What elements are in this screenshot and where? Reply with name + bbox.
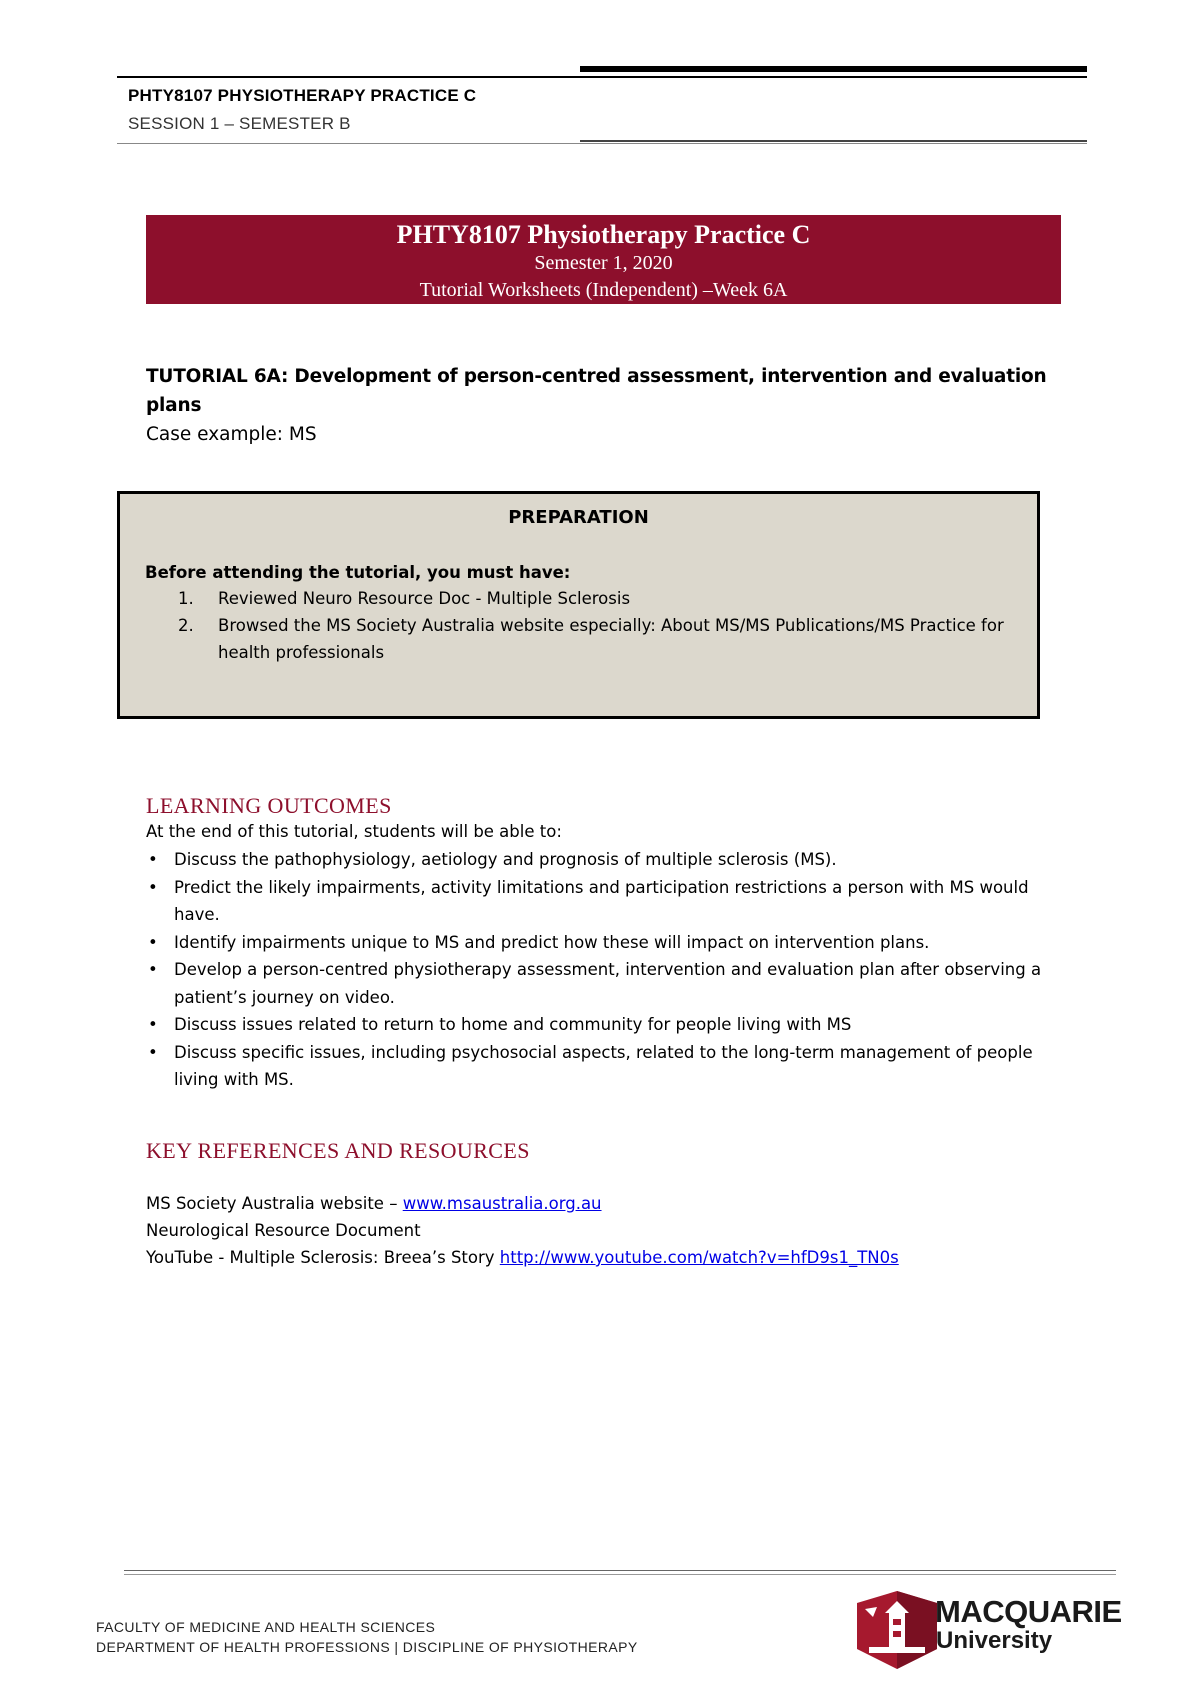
learning-outcomes-intro: At the end of this tutorial, students will be able to: <box>146 822 562 841</box>
case-example: Case example: MS <box>146 424 317 445</box>
list-item-text: Identify impairments unique to MS and predict how these will impact on intervention plans. <box>174 932 930 952</box>
footer-rule <box>124 1570 1116 1571</box>
list-item <box>146 874 1066 929</box>
logo-word-university: University <box>936 1627 1053 1654</box>
footer-faculty: FACULTY OF MEDICINE AND HEALTH SCIENCES <box>96 1619 436 1635</box>
preparation-box <box>117 491 1040 719</box>
reference-label: YouTube - Multiple Sclerosis: Breea’s Story <box>146 1248 500 1267</box>
title-banner <box>146 215 1061 304</box>
bullet-icon: • <box>148 960 158 979</box>
tutorial-section <box>146 362 1066 450</box>
bullet-icon: • <box>148 850 158 869</box>
bullet-icon: • <box>148 932 158 952</box>
preparation-item-number: 2. <box>178 616 194 635</box>
references-list <box>146 1190 1066 1271</box>
preparation-item <box>145 612 1005 666</box>
header-thick-rule <box>580 66 1087 72</box>
list-item-text: Discuss issues related to return to home and community for people living with MS <box>174 1015 852 1034</box>
header-bottom-rule <box>117 143 1087 144</box>
list-item-text: Discuss the pathophysiology, aetiology and prognosis of multiple sclerosis (MS). <box>174 850 837 869</box>
reference-neuro-doc: Neurological Resource Document <box>146 1221 421 1240</box>
youtube-link[interactable]: http://www.youtube.com/watch?v=hfD9s1_TN0s <box>499 1248 899 1267</box>
list-item <box>146 1039 1066 1094</box>
banner-title: PHTY8107 Physiotherapy Practice C <box>396 220 811 249</box>
learning-outcomes-list <box>146 846 1066 1094</box>
bullet-icon: • <box>148 877 158 897</box>
list-item <box>146 1011 1066 1039</box>
preparation-item-text: Browsed the MS Society Australia website especially: About MS/MS Publications/MS Practice for health professionals <box>218 616 1004 662</box>
header-course-title: PHTY8107 PHYSIOTHERAPY PRACTICE C <box>128 86 477 105</box>
list-item <box>146 956 1066 1011</box>
list-item <box>146 846 1066 874</box>
header-session: SESSION 1 – SEMESTER B <box>128 114 351 133</box>
preparation-item-text: Reviewed Neuro Resource Doc - Multiple Sclerosis <box>218 589 631 608</box>
learning-outcomes-heading: LEARNING OUTCOMES <box>146 793 392 818</box>
reference-youtube <box>146 1244 1066 1271</box>
preparation-item-number: 1. <box>178 589 194 608</box>
reference-ms-society <box>146 1190 1066 1217</box>
footer-rule-secondary <box>124 1574 1116 1575</box>
bullet-icon: • <box>148 1042 158 1062</box>
list-item-text: Discuss specific issues, including psychosocial aspects, related to the long-term management of people living with MS. <box>174 1042 1033 1089</box>
header-top-rule <box>117 76 1087 78</box>
list-item-text: Develop a person-centred physiotherapy assessment, intervention and evaluation plan after observing a patient’s journey on video. <box>174 960 1042 1007</box>
preparation-item <box>145 585 1005 612</box>
banner-semester: Semester 1, 2020 <box>534 252 673 274</box>
list-item <box>146 929 1066 957</box>
ms-society-link[interactable]: www.msaustralia.org.au <box>402 1194 602 1213</box>
tutorial-heading: TUTORIAL 6A: Development of person-centred assessment, intervention and evaluation plans <box>146 366 1047 416</box>
references-heading: KEY REFERENCES AND RESOURCES <box>146 1138 530 1163</box>
footer-department: DEPARTMENT OF HEALTH PROFESSIONS | DISCIPLINE OF PHYSIOTHERAPY <box>96 1639 638 1655</box>
list-item-text: Predict the likely impairments, activity limitations and participation restrictions a person with MS would have. <box>174 877 1029 924</box>
footer-text <box>96 1617 638 1657</box>
banner-subtitle: Tutorial Worksheets (Independent) –Week 6A <box>419 279 788 301</box>
preparation-list <box>145 585 1005 666</box>
reference-label: MS Society Australia website – <box>146 1194 403 1213</box>
preparation-heading: PREPARATION <box>508 507 649 528</box>
logo-word-macquarie: MACQUARIE <box>935 1594 1122 1629</box>
header-bottom-thick-rule <box>580 140 1087 142</box>
bullet-icon: • <box>148 1015 158 1034</box>
preparation-intro: Before attending the tutorial, you must have: <box>145 563 571 582</box>
